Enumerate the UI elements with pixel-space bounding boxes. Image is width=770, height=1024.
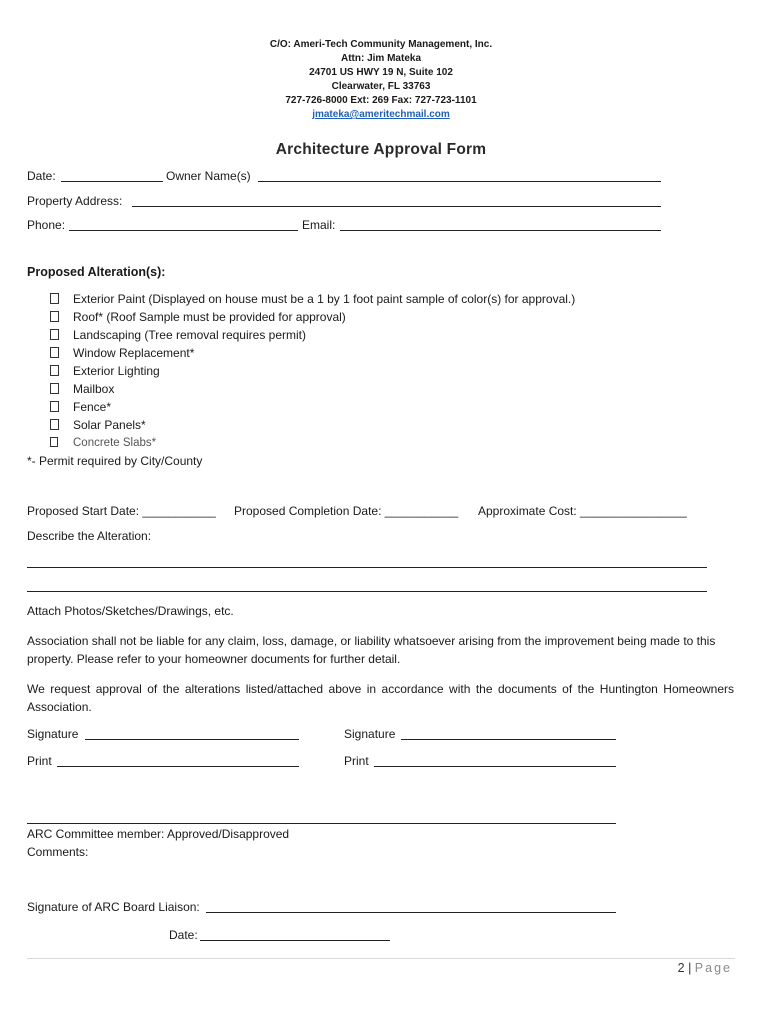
page-title: Architecture Approval Form — [275, 141, 487, 158]
checkbox-mailbox[interactable] — [50, 383, 59, 394]
liability-statement: Association shall not be liable for any claim, loss, damage, or liability whatsoever arising from the improvement being made to this property. Please refer to your homeowner documents for further detail. — [27, 634, 716, 666]
checkbox-concrete-slabs[interactable] — [50, 437, 58, 447]
alteration-solar-panels: Solar Panels* — [73, 418, 146, 432]
date-label: Date: — [27, 169, 56, 183]
committee-status-label: ARC Committee member: Approved/Disapproved — [27, 827, 290, 841]
page-indicator — [678, 961, 732, 975]
description-line-2[interactable] — [27, 591, 707, 592]
checkbox-roof[interactable] — [50, 311, 59, 322]
liaison-date-label: Date: — [169, 928, 198, 942]
alteration-window-replacement: Window Replacement* — [73, 346, 195, 360]
owner-name-label: Owner Name(s) — [166, 169, 251, 183]
contact-email-link[interactable]: jmateka@ameritechmail.com — [312, 109, 450, 120]
description-line-1[interactable] — [27, 567, 707, 568]
company-name: C/O: Ameri-Tech Community Management, Inc. — [269, 39, 493, 50]
property-address-label: Property Address: — [27, 194, 123, 208]
property-address-field[interactable] — [132, 206, 661, 207]
owner-signature-label-left: Signature — [27, 727, 79, 741]
phone-field[interactable] — [69, 230, 298, 231]
proposed-start-date-field[interactable]: Proposed Start Date: ___________ — [27, 504, 216, 518]
alteration-mailbox: Mailbox — [73, 382, 115, 396]
attention-line: Attn: Jim Mateka — [340, 53, 421, 64]
letterhead — [0, 38, 762, 122]
phone-fax: 727-726-8000 Ext: 269 Fax: 727-723-1101 — [285, 95, 477, 106]
email-field[interactable] — [340, 230, 661, 231]
checkbox-window-replacement[interactable] — [50, 347, 59, 358]
attach-note: Attach Photos/Sketches/Drawings, etc. — [27, 604, 234, 618]
owner-signature-field-left[interactable] — [85, 739, 299, 740]
page-separator: | — [688, 961, 692, 975]
date-field[interactable] — [61, 181, 163, 182]
owner-signature-field-right[interactable] — [401, 739, 616, 740]
checkbox-exterior-lighting[interactable] — [50, 365, 59, 376]
print-name-label-left: Print — [27, 754, 52, 768]
checkbox-solar-panels[interactable] — [50, 419, 59, 430]
print-name-field-right[interactable] — [374, 766, 616, 767]
approximate-cost-field[interactable]: Approximate Cost: ________________ — [478, 504, 687, 518]
alteration-fence: Fence* — [73, 400, 112, 414]
alteration-roof: Roof* (Roof Sample must be provided for approval) — [73, 310, 346, 324]
owner-signature-label-right: Signature — [344, 727, 396, 741]
checkbox-landscaping[interactable] — [50, 329, 59, 340]
city-state-zip: Clearwater, FL 33763 — [331, 81, 431, 92]
footer-rule — [27, 958, 735, 959]
approval-request-statement: We request approval of the alterations listed/attached above in accordance with the documents of the Huntington Homeowners Association. — [27, 682, 734, 714]
checkbox-fence[interactable] — [50, 401, 59, 412]
alteration-exterior-lighting: Exterior Lighting — [73, 364, 160, 378]
alteration-landscaping: Landscaping (Tree removal requires permit) — [73, 328, 306, 342]
checkbox-exterior-paint[interactable] — [50, 293, 59, 304]
street-address: 24701 US HWY 19 N, Suite 102 — [309, 67, 453, 78]
liaison-date-field[interactable] — [200, 940, 390, 941]
alterations-heading: Proposed Alteration(s): — [27, 265, 166, 279]
page-label: Page — [694, 961, 732, 975]
liaison-signature-label: Signature of ARC Board Liaison: — [27, 900, 200, 914]
print-name-label-right: Print — [344, 754, 369, 768]
committee-signature-field[interactable] — [27, 823, 616, 824]
owner-name-field[interactable] — [258, 181, 661, 182]
print-name-field-left[interactable] — [57, 766, 299, 767]
phone-label: Phone: — [27, 218, 66, 232]
page-number: 2 — [677, 961, 685, 975]
describe-label: Describe the Alteration: — [27, 529, 152, 543]
alteration-concrete-slabs: Concrete Slabs* — [73, 437, 157, 449]
permit-note: *- Permit required by City/County — [27, 454, 203, 468]
comments-label: Comments: — [27, 845, 89, 859]
liaison-signature-field[interactable] — [206, 912, 616, 913]
proposed-completion-date-field[interactable]: Proposed Completion Date: ___________ — [234, 504, 459, 518]
alteration-exterior-paint: Exterior Paint (Displayed on house must be a 1 by 1 foot paint sample of color(s) for approval.) — [73, 292, 576, 306]
email-label: Email: — [302, 218, 336, 232]
